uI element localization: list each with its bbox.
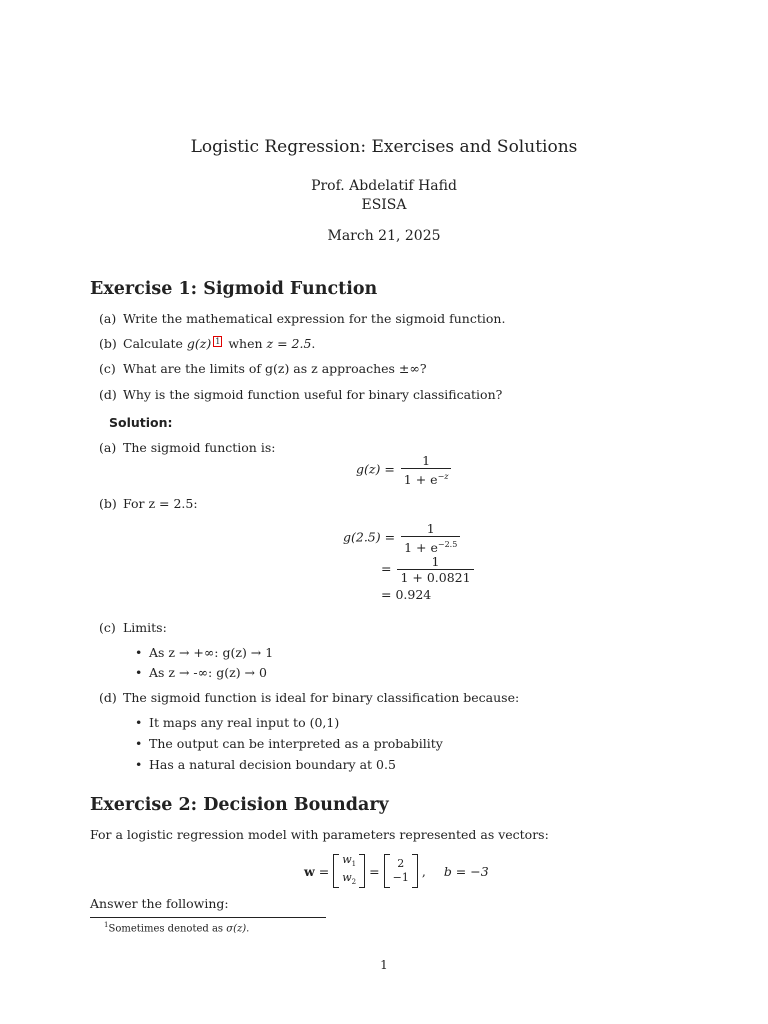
question-text: Why is the sigmoid function useful for binary classification? bbox=[123, 387, 503, 402]
question-text-pre: Calculate bbox=[123, 336, 187, 351]
footnote-rule bbox=[90, 917, 326, 918]
list-item: • As z → -∞: g(z) → 0 bbox=[135, 665, 267, 680]
math-expression: z = 2.5 bbox=[266, 336, 312, 351]
institution: ESISA bbox=[361, 197, 407, 213]
denominator: 1 + 0.0821 bbox=[397, 569, 473, 584]
vector-entry: $w_1$ bbox=[342, 853, 357, 869]
fraction bbox=[397, 555, 473, 584]
document-title: Logistic Regression: Exercises and Solutions bbox=[190, 137, 578, 157]
bullet-icon: • bbox=[135, 665, 143, 680]
bullet-icon: • bbox=[135, 715, 143, 730]
numerator: 1 bbox=[422, 453, 431, 468]
document-date: March 21, 2025 bbox=[327, 228, 441, 244]
question-text: What are the limits of g(z) as z approaches ±∞? bbox=[123, 361, 427, 376]
denominator: $1 + e^{-z}$ bbox=[401, 468, 452, 486]
question-label: (c) bbox=[99, 361, 116, 376]
solution-d bbox=[99, 690, 519, 705]
bias-expression: b = −3 bbox=[443, 863, 489, 879]
solution-item-text: The sigmoid function is: bbox=[123, 440, 276, 455]
question-a bbox=[99, 311, 505, 326]
weight-vector-symbol: w bbox=[304, 863, 315, 879]
solution-item-label: (c) bbox=[99, 620, 116, 635]
list-item: • The output can be interpreted as a probability bbox=[135, 736, 443, 751]
question-d bbox=[99, 387, 502, 402]
exercise2-intro: For a logistic regression model with parameters represented as vectors: bbox=[90, 827, 549, 842]
vector-entry: −1 bbox=[392, 871, 409, 885]
question-label: (b) bbox=[99, 336, 117, 351]
author-name: Prof. Abdelatif Hafid bbox=[311, 178, 457, 194]
list-item: • It maps any real input to (0,1) bbox=[135, 715, 340, 730]
solution-a bbox=[99, 440, 275, 455]
equals-sign: = bbox=[318, 863, 330, 879]
list-item: • As z → +∞: g(z) → 1 bbox=[135, 645, 274, 660]
numeric-vector bbox=[384, 854, 418, 888]
footnote-link[interactable]: 1 bbox=[215, 337, 221, 346]
equals-sign: = bbox=[369, 863, 380, 879]
list-item: • Has a natural decision boundary at 0.5 bbox=[135, 757, 396, 772]
solution-item-text: Limits: bbox=[123, 620, 167, 635]
denominator: $1 + e^{-2.5}$ bbox=[401, 536, 460, 554]
solution-item-label: (a) bbox=[99, 440, 117, 455]
question-text-mid: when bbox=[224, 336, 267, 351]
question-label: (a) bbox=[99, 311, 117, 326]
question-text-end: . bbox=[311, 336, 316, 351]
bullet-icon: • bbox=[135, 736, 143, 751]
calc-line-1 bbox=[343, 522, 462, 554]
page-number: 1 bbox=[380, 958, 388, 972]
vector-entry: $w_2$ bbox=[342, 871, 357, 887]
solution-item-label: (d) bbox=[99, 690, 117, 705]
exercise2-heading: Exercise 2: Decision Boundary bbox=[90, 795, 389, 815]
footnote-mark: 1 bbox=[104, 921, 109, 929]
numerator: 1 bbox=[426, 521, 435, 536]
solution-c bbox=[99, 620, 167, 635]
question-label: (d) bbox=[99, 387, 117, 402]
solution-label: Solution: bbox=[109, 415, 173, 430]
equation-lhs: g(z) = bbox=[356, 461, 395, 477]
vector-entry: 2 bbox=[397, 857, 405, 871]
equals-sign: = bbox=[381, 561, 392, 576]
solution-b bbox=[99, 496, 198, 511]
bullet-icon: • bbox=[135, 757, 143, 772]
fraction bbox=[401, 522, 460, 554]
parameter-equation bbox=[304, 853, 489, 889]
exercise1-heading: Exercise 1: Sigmoid Function bbox=[90, 279, 378, 299]
solution-item-text: The sigmoid function is ideal for binary classification because: bbox=[123, 690, 520, 705]
question-b bbox=[99, 336, 315, 351]
equation-lhs: g(2.5) = bbox=[343, 529, 396, 545]
question-text: Write the mathematical expression for the sigmoid function. bbox=[123, 311, 506, 326]
comma: , bbox=[421, 863, 426, 879]
sigmoid-equation bbox=[356, 454, 453, 486]
numerator: 1 bbox=[431, 554, 440, 569]
solution-item-text: For z = 2.5: bbox=[123, 496, 198, 511]
footnote: $^1$Sometimes denoted as σ(z). bbox=[104, 921, 250, 935]
answer-prompt: Answer the following: bbox=[90, 896, 229, 911]
symbolic-vector bbox=[333, 853, 365, 889]
fraction bbox=[401, 454, 452, 486]
math-expression: g(z) bbox=[186, 336, 212, 351]
bullet-icon: • bbox=[135, 645, 143, 660]
question-c bbox=[99, 361, 427, 376]
calc-line-2 bbox=[381, 555, 476, 584]
calc-line-3: = 0.924 bbox=[381, 587, 432, 602]
solution-item-label: (b) bbox=[99, 496, 117, 511]
